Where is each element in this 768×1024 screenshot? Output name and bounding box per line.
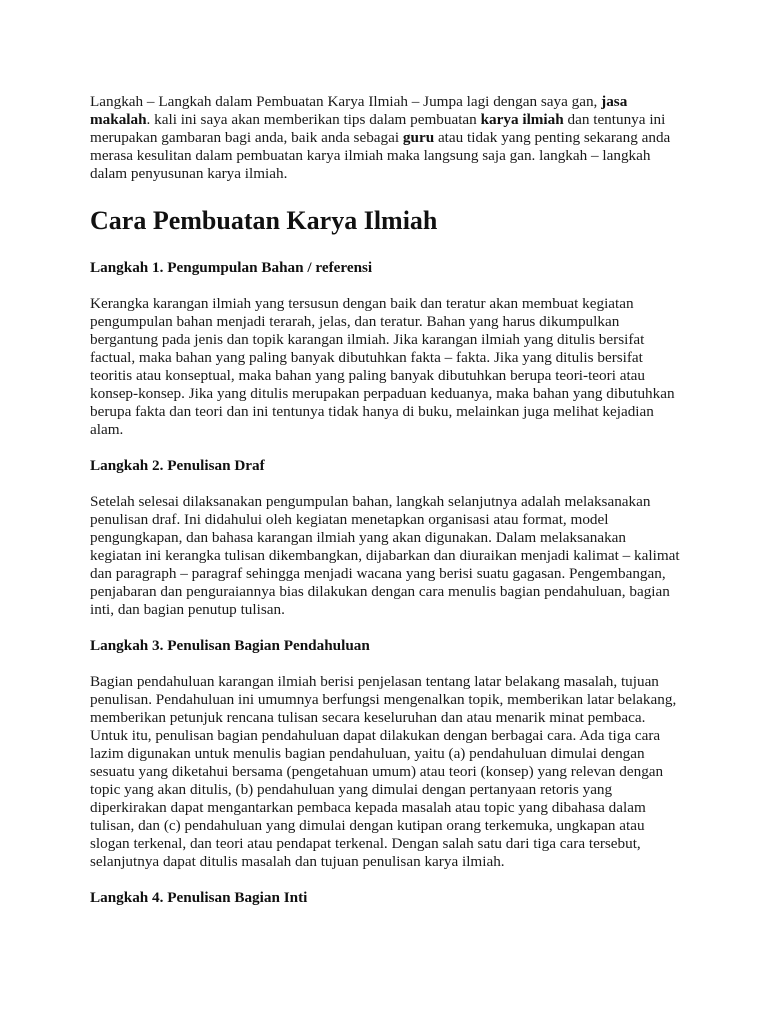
document-page	[90, 93, 680, 925]
section-heading-2: Langkah 2. Penulisan Draf	[90, 457, 265, 474]
intro-text: . kali ini saya akan memberikan tips dalam pembuatan	[146, 111, 481, 128]
section-heading-4: Langkah 4. Penulisan Bagian Inti	[90, 889, 308, 906]
keyword-guru: guru	[402, 129, 435, 146]
section-body-3: Bagian pendahuluan karangan ilmiah berisi penjelasan tentang latar belakang masalah, tujuan penulisan. Pendahuluan ini umumnya berfungsi mengenalkan topik, memberikan latar belakang, memberikan petunjuk rencana tulisan secara keseluruhan dan atau menarik minat pembaca. Untuk itu, penulisan bagian pendahuluan dapat dilakukan dengan berbagai cara. Ada tiga cara lazim digunakan untuk menulis bagian pendahuluan, yaitu (a) pendahuluan dimulai dengan sesuatu yang diketahui bersama (pengetahuan umum) atau teori (konsep) yang relevan dengan topic yang akan ditulis, (b) pendahuluan yang dimulai dengan pertanyaan retoris yang diperkirakan dapat mengantarkan pembaca kepada masalah atau topic yang dibahasa dalam tulisan, dan (c) pendahuluan yang dimulai dengan kutipan orang terkemuka, ungkapan atau slogan terkenal, dan teori atau pendapat terkenal. Dengan salah satu dari tiga cara tersebut, selanjutnya dapat ditulis masalah dan tujuan penulisan karya ilmiah.	[90, 673, 677, 870]
section-heading-3: Langkah 3. Penulisan Bagian Pendahuluan	[90, 637, 370, 654]
page-title: Cara Pembuatan Karya Ilmiah	[90, 206, 438, 235]
intro-paragraph	[90, 93, 680, 183]
keyword-karya-ilmiah: karya ilmiah	[480, 111, 564, 128]
section-body-2: Setelah selesai dilaksanakan pengumpulan bahan, langkah selanjutnya adalah melaksanakan penulisan draf. Ini didahului oleh kegiatan menetapkan organisasi atau format, model pengungkapan, dan bahasa karangan ilmiah yang akan digunakan. Dalam melaksanakan kegiatan ini kerangka tulisan dikembangkan, dijabarkan dan diuraikan menjadi kalimat – kalimat dan paragraph – paragraf sehingga menjadi wacana yang berisi suatu gagasan. Pengembangan, penjabaran dan penguraiannya bias dilakukan dengan cara menulis bagian pendahuluan, bagian inti, dan bagian penutup tulisan.	[90, 493, 680, 618]
intro-text: atau tidak yang penting sekarang anda merasa kesulitan dalam pembuatan karya ilmiah maka langsung saja gan. langkah – langkah dalam penyusunan karya ilmiah.	[90, 129, 671, 182]
section-body-1: Kerangka karangan ilmiah yang tersusun dengan baik dan teratur akan membuat kegiatan pengumpulan bahan menjadi terarah, jelas, dan teratur. Bahan yang harus dikumpulkan bergantung pada jenis dan topik karangan ilmiah. Jika karangan ilmiah yang ditulis bersifat factual, maka bahan yang paling banyak dibutuhkan fakta – fakta. Jika yang ditulis bersifat teoritis atau konseptual, maka bahan yang paling banyak dibutuhkan berupa teori-teori atau konsep-konsep. Jika yang ditulis merupakan perpaduan keduanya, maka bahan yang dibutuhkan berupa fakta dan teori dan ini tentunya tidak hanya di buku, melainkan juga melihat kejadian alam.	[90, 295, 675, 438]
intro-text: Langkah – Langkah dalam Pembuatan Karya Ilmiah – Jumpa lagi dengan saya gan,	[90, 93, 602, 110]
intro-text: dan tentunya ini merupakan gambaran bagi anda, baik anda sebagai	[90, 111, 666, 146]
section-heading-1: Langkah 1. Pengumpulan Bahan / referensi	[90, 259, 373, 276]
keyword-jasa-makalah: jasa makalah	[90, 93, 628, 128]
